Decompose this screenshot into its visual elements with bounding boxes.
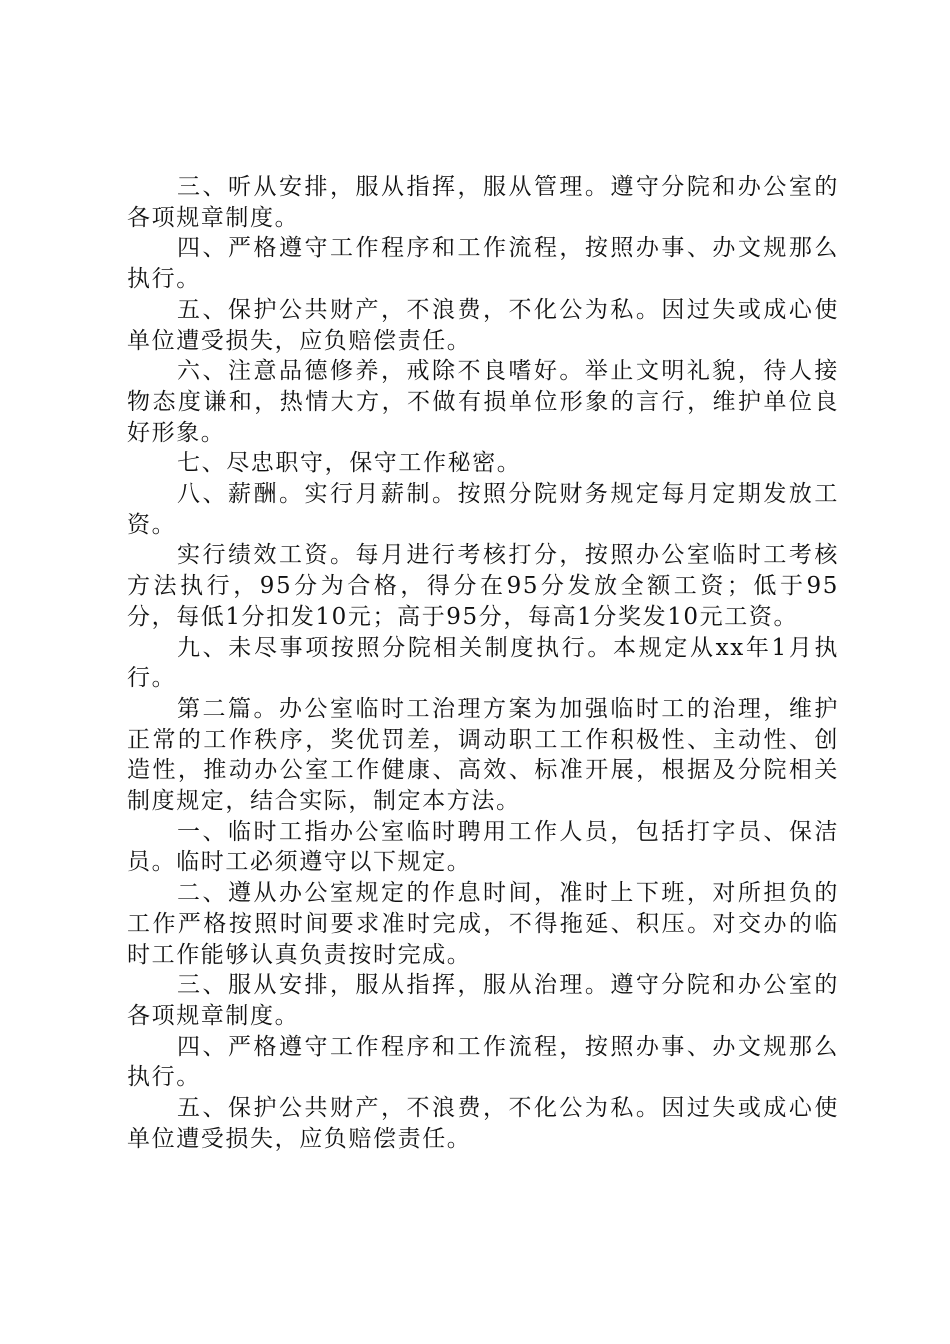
paragraph: 三、服从安排，服从指挥，服从治理。遵守分院和办公室的各项规章制度。: [127, 972, 839, 1029]
paragraph: 五、保护公共财产，不浪费，不化公为私。因过失或成心使单位遭受损失，应负赔偿责任。: [127, 296, 839, 354]
paragraph: 三、听从安排，服从指挥，服从管理。遵守分院和办公室的各项规章制度。: [127, 174, 839, 231]
paragraph: 一、临时工指办公室临时聘用工作人员，包括打字员、保洁员。临时工必须遵守以下规定。: [127, 818, 839, 876]
paragraph: 二、遵从办公室规定的作息时间，准时上下班，对所担负的工作严格按照时间要求准时完成，不得拖延、积压。对交办的临时工作能够认真负责按时完成。: [127, 880, 839, 968]
paragraph: 六、注意品德修养，戒除不良嗜好。举止文明礼貌，待人接物态度谦和，热情大方，不做有损单位形象的言行，维护单位良好形象。: [127, 358, 839, 446]
paragraph: 四、严格遵守工作程序和工作流程，按照办事、办文规那么执行。: [127, 235, 839, 293]
paragraph: 九、未尽事项按照分院相关制度执行。本规定从xx年1月执行。: [127, 634, 839, 692]
paragraph: 八、薪酬。实行月薪制。按照分院财务规定每月定期发放工资。: [127, 481, 839, 538]
document-body: [127, 172, 839, 1155]
paragraph: 实行绩效工资。每月进行考核打分，按照办公室临时工考核方法执行，95分为合格，得分在95分发放全额工资；低于95分，每低1分扣发10元；高于95分，每高1分奖发10元工资。: [127, 542, 839, 630]
paragraph: 第二篇。办公室临时工治理方案为加强临时工的治理，维护正常的工作秩序，奖优罚差，调动职工工作积极性、主动性、创造性，推动办公室工作健康、高效、标准开展，根据及分院相关制度规定，结合实际，制定本方法。: [127, 695, 839, 815]
paragraph: 四、严格遵守工作程序和工作流程，按照办事、办文规那么执行。: [127, 1033, 839, 1091]
paragraph: 七、尽忠职守，保守工作秘密。: [177, 450, 522, 477]
paragraph: 五、保护公共财产，不浪费，不化公为私。因过失或成心使单位遭受损失，应负赔偿责任。: [127, 1095, 839, 1152]
